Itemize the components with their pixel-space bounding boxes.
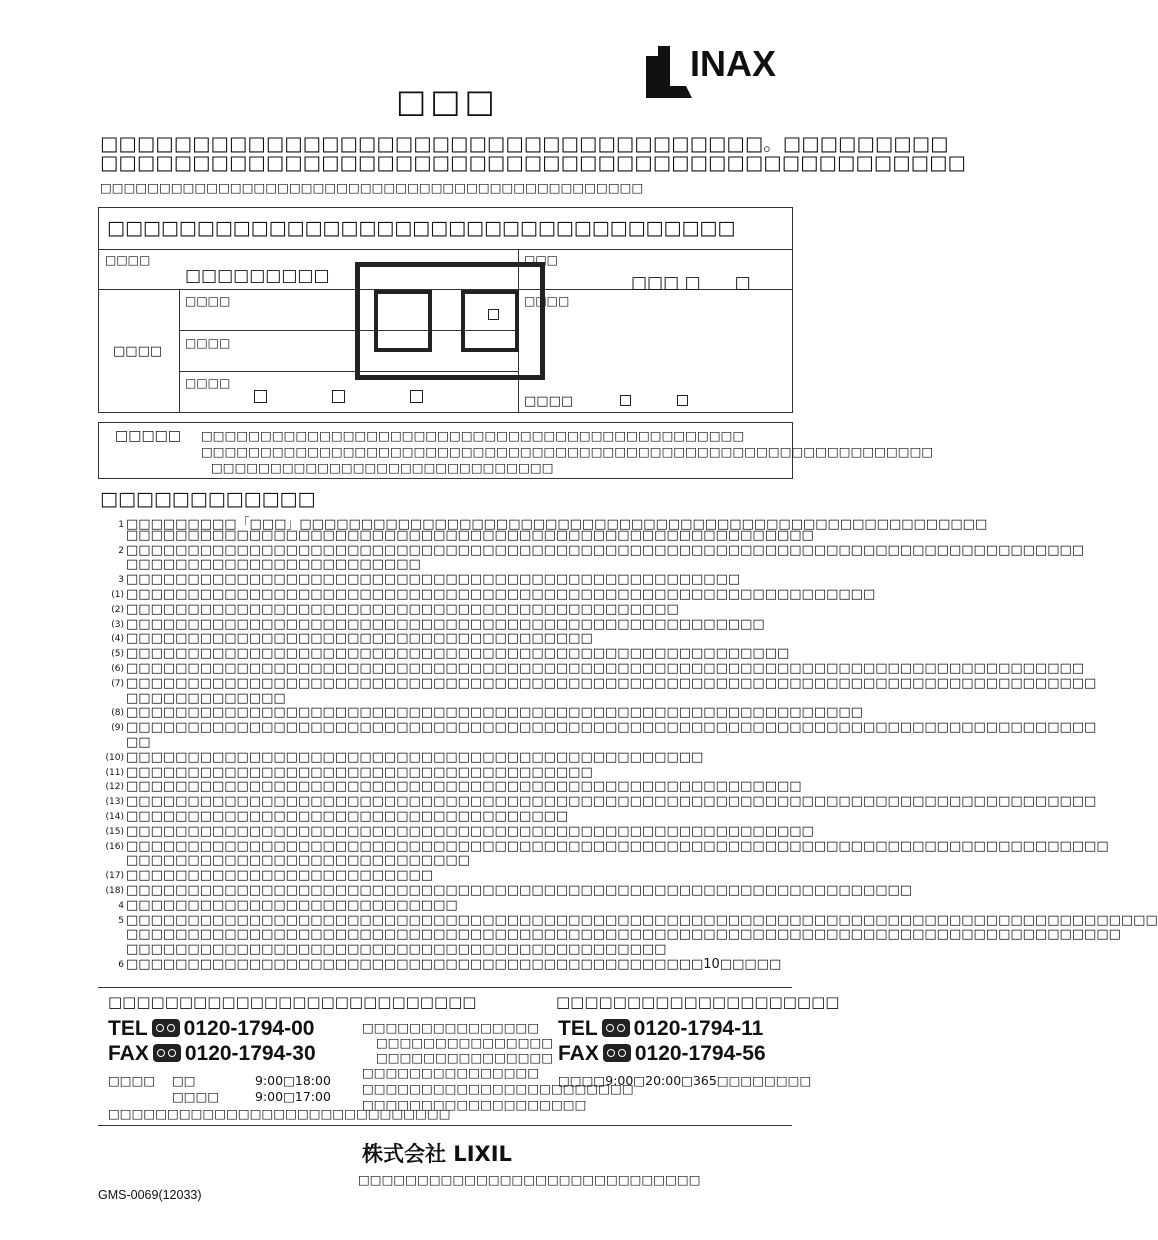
freedial-icon (603, 1044, 631, 1062)
terms-line (100, 824, 814, 839)
terms-line (100, 691, 286, 706)
contact-left-note: □□□□□□□□□□□□□□□□□□□□□□□□□□□□□ (108, 1106, 451, 1121)
terms-line-text: □□□□□□□□□□□□□□□□□□□□□□□□□□□□□□□□□□□□□□□□□□□□□□□□□□□□□□□□□□□□□□□□ (126, 883, 913, 898)
hours-label: □□□□ (108, 1073, 156, 1088)
terms-line-text: □□□□□□□□□□□□□□□□□□□□□□□□□□□□□□□□□□□□□□□□□□□□□□□□□□□□□□□□□□□□□□□□□□□□□□□□□□□□□□□□ (126, 838, 1109, 854)
notes-box (98, 422, 934, 479)
contact-right-fax (558, 1042, 766, 1066)
terms-line-text: □□□□□□□□□□□□□□□□□□□□□□□□□□□□□□□□□□□□□□ (126, 631, 593, 647)
terms-line-text: □□□□□□□□□□□□□□□□□□□□□□□□□□□□□□□□□□□□□□□□□□□□□□□□□□□□□□□□□□□□□□□□□□□□□□□□□□□□□□ (126, 661, 1085, 676)
terms-line-text: □□□□□□□□□□□□□□□□□□□□□□□□□□□□□□□□□□□□□□□□□□□□□□□□□□□□□□□□ (126, 823, 814, 839)
terms-line-number: (13) (105, 797, 124, 808)
date-value: □□□ □ □ (631, 273, 751, 293)
terms-line-number: 1 (118, 520, 124, 530)
product-label: □□□□ (105, 253, 151, 267)
notes-line-3: □□□□□□□□□□□□□□□□□□□□□□□□□□□□□ (211, 460, 554, 475)
contact-mid-4: □□□□□□□□□□□□□□□ (362, 1065, 540, 1080)
terms-line (100, 809, 568, 824)
terms-line (100, 646, 789, 661)
tel-number[interactable]: 0120-1794-11 (633, 1017, 764, 1040)
terms-line-text: □□□□□□□□□□□□□□□□□□□□□□□□□□□□ (126, 853, 470, 869)
weekday-label: □□ (172, 1073, 196, 1088)
option-checkbox-1[interactable] (254, 390, 267, 403)
inax-logo (646, 42, 796, 98)
terms-line (100, 913, 1158, 928)
terms-line (100, 853, 470, 868)
page-title: □□□ (396, 82, 499, 120)
terms-line-text: □□□□□□□□□□□□□□□□□□□□□□□□□□□□□□□□□□□□□□□□□□□□□□□□□□□□□□□□□□□□ (126, 705, 863, 721)
lead-line-2: □□□□□□□□□□□□□□□□□□□□□□□□□□□□□□□□□□□□□□□□□□□□□□□ (100, 151, 966, 174)
terms-line-text: □□□□□□□□□□□□□□□□□□□□□□□□□□□□□□□□□□□□□□□□□□□□□□□□□□□□□□□□□□□□□□□□□□□□□□□□□□□□□□□□□□□□ (126, 912, 1158, 928)
terms-line-text: □□□□□□□□□□□□□□□□□□□□□□□□□□□□□□□□□□□□□□□□□□□□□ (126, 601, 679, 617)
contact-mid-5: □□□□□□□□□□□□□□□□□□□□□□□ (362, 1081, 634, 1096)
terms-line-text: □□□□□□□□□「□□□」□□□□□□□□□□□□□□□□□□□□□□□□□□□□□□□□□□□□□□□□□□□□□□□□□□□□□□□□ (126, 517, 988, 532)
inax-logo-mark (646, 42, 796, 98)
terms-line (100, 557, 421, 572)
terms-line (100, 765, 593, 780)
contact-mid-1: □□□□□□□□□□□□□□□ (362, 1020, 540, 1035)
terms-line-text: □□□□□□□□□□□□□□□□□□□□□□□□□□□□□□□□□□□□ (126, 809, 569, 824)
name-label: □□□□ (185, 294, 231, 308)
company-address: □□□□□□□□□□□□□□□□□□□□□□□□□□□□□ (358, 1172, 701, 1187)
contact-left-fax (108, 1042, 316, 1066)
terms-line-number: (14) (105, 812, 124, 822)
contact-right-title: □□□□□□□□□□□□□□□□□□□□ (556, 993, 840, 1011)
product-value: □□□□□□□□□ (185, 266, 330, 286)
terms-line-number: (7) (111, 678, 124, 689)
terms-line-text: □□□□□□□□□□□□□□□□□□□□□□□□□□□□□□□□□□□□□□□□□□□□□□□□□□ (126, 572, 741, 588)
terms-line (100, 676, 1096, 691)
contact-mid-3: □□□□□□□□□□□□□□□ (376, 1050, 554, 1065)
date-label: □□□ (524, 253, 559, 267)
contact-left-tel (108, 1017, 314, 1041)
terms-line (100, 794, 1096, 809)
terms-line-number: (3) (111, 619, 124, 630)
terms-line (100, 779, 802, 794)
terms-line-number: (12) (105, 782, 124, 793)
terms-line-number: (17) (105, 871, 124, 882)
contact-left-title: □□□□□□□□□□□□□□□□□□□□□□□□□□ (108, 993, 477, 1011)
contact-top-rule (98, 987, 792, 988)
terms-line-text: □□□□□□□□□□□□□□□□□□□□□□□□ (126, 557, 421, 573)
terms-line (100, 883, 912, 898)
fax-label: FAX (558, 1042, 599, 1065)
terms-line (100, 839, 1109, 854)
fax-number[interactable]: 0120-1794-56 (634, 1042, 766, 1065)
terms-line (100, 750, 703, 765)
fax-label: FAX (108, 1042, 149, 1065)
terms-line (100, 942, 666, 957)
terms-heading: □□□□□□□□□□□□ (100, 488, 316, 510)
lead-line-1: □□□□□□□□□□□□□□□□□□□□□□□□□□□□□□□□□□□□。□□□□□□□□□ (100, 132, 949, 155)
terms-line (100, 587, 875, 602)
terms-line-text: □□□□□□□□□□□□□ (126, 690, 286, 706)
terms-line (100, 868, 433, 883)
tel-label: TEL (558, 1017, 598, 1040)
terms-line-text: □□□□□□□□□□□□□□□□□□□□□□□□□□□□□□□□□□□□□□□□□□□□□□□ (126, 749, 704, 765)
option-checkbox-2[interactable] (332, 390, 345, 403)
weekday-hours: 9:00□18:00 (255, 1073, 331, 1088)
terms-line-number: (9) (111, 723, 124, 734)
seal-box-right (461, 290, 519, 352)
terms-line-text: □□□□□□□□□□□□□□□□□□□□□□□□□□□□□□□□□□□□□□□□□□□□ (126, 942, 667, 958)
terms-line (100, 602, 679, 617)
terms-line-number: (4) (111, 634, 124, 645)
contact-mid-6: □□□□□□□□□□□□□□□□□□□ (362, 1097, 587, 1112)
seal-char (512, 345, 513, 346)
terms-line-text: □□□□□□□□□□□□□□□□□□□□□□□□□□□□□□□□□□□□□□□□□□□□□□□□□□□□□□□□□□□□□□□□□□□□□□□□□□□□□□ (126, 542, 1085, 558)
option-checkbox-5[interactable] (677, 395, 688, 406)
terms-line-number: (18) (105, 886, 124, 896)
fax-number[interactable]: 0120-1794-30 (184, 1042, 316, 1065)
terms-line-text: □□□□□□□□□□□□□□□□□□□□□□□□□□□□□□□□□□□□□□□□□□□□□□□□□□□□□□□□□□□□□□□□□□□□□□□□□□□□□□□ (126, 675, 1097, 691)
terms-line-number: (8) (111, 708, 124, 719)
terms-line-number: (11) (105, 767, 124, 778)
terms-line-text: □□□□□□□□□□□□□□□□□□□□□□□□□□□□□□□□□□□□□□□□□□□□□□□□□□□□□□□□ (126, 527, 814, 543)
terms-line (100, 735, 151, 750)
terms-line-number: 5 (118, 915, 124, 926)
terms-line (100, 898, 458, 913)
terms-line-text: □□□□□□□□□□□□□□□□□□□□□□□□□□□□□□□□□□□□□□□□□□□□□□□□□□□□□□□□□□□□□ (126, 587, 876, 602)
freedial-icon (153, 1044, 181, 1062)
terms-line-number: (2) (111, 604, 124, 615)
terms-line-text: □□□□□□□□□□□□□□□□□□□□□□□□□□□□□□□□□□□□□□□□□□□□□□□□□□□□ (126, 616, 765, 632)
tel-label: TEL (108, 1017, 148, 1040)
terms-line (100, 572, 740, 587)
terms-line-number: (6) (111, 664, 124, 674)
contact-right-tel (558, 1017, 763, 1041)
terms-line (100, 543, 1084, 558)
terms-line-text: □□□□□□□□□□□□□□□□□□□□□□□□□□□□□□□□□□□□□□□□□□□□□□□10□□□□□ (126, 957, 782, 972)
lead-line-3: □□□□□□□□□□□□□□□□□□□□□□□□□□□□□□□□□□□□□□□□□□□□□□ (100, 180, 644, 195)
terms-line (100, 617, 765, 632)
terms-line-number: (16) (105, 841, 124, 852)
terms-line (100, 705, 863, 720)
terms-line-number: 4 (118, 900, 124, 911)
terms-line-text: □□□□□□□□□□□□□□□□□□□□□□□□□ (126, 868, 434, 884)
contact-bottom-rule (98, 1125, 792, 1126)
tel-number[interactable]: 0120-1794-00 (183, 1017, 315, 1040)
weekend-label: □□□□ (172, 1089, 220, 1104)
freedial-icon (152, 1019, 180, 1037)
right-label: □□□□ (524, 294, 570, 308)
address-label: □□□□ (185, 336, 231, 350)
option-checkbox-4[interactable] (620, 395, 631, 406)
contact-mid-2: □□□□□□□□□□□□□□□ (376, 1035, 554, 1050)
terms-line-number: (5) (111, 649, 124, 660)
terms-line (100, 528, 814, 543)
terms-line-text: □□ (126, 735, 151, 750)
option-checkbox-3[interactable] (410, 390, 423, 403)
terms-line-number: 6 (118, 960, 124, 970)
terms-line (100, 720, 1096, 735)
terms-line-text: □□□□□□□□□□□□□□□□□□□□□□□□□□□□□□□□□□□□□□□□□□□□□□□□□□□□□□□□□□□□□□□□□□□□□□□□□□□□□□□ (126, 720, 1097, 736)
document-code: GMS-0069(12033) (98, 1188, 202, 1202)
seal-char (425, 345, 426, 346)
form-header: □□□□□□□□□□□□□□□□□□□□□□□□□□□□□□□□□□□ (107, 217, 736, 239)
company-name: 株式会社 LIXIL (362, 1142, 512, 1166)
right-bottom-label: □□□□ (524, 394, 574, 409)
weekend-hours: 9:00□17:00 (255, 1089, 331, 1104)
terms-line-text: □□□□□□□□□□□□□□□□□□□□□□□□□□□□□□□□□□□□□□□□□□□□□□□□□□□□□□□□□□□□□□□□□□□□□□□□□□□□□□□□□ (126, 927, 1121, 943)
seal-box-left (374, 290, 432, 352)
freedial-icon (602, 1019, 630, 1037)
notes-line-1: □□□□□□□□□□□□□□□□□□□□□□□□□□□□□□□□□□□□□□□□□□□□□□ (201, 428, 745, 443)
terms-line-number: 3 (118, 575, 124, 586)
contact-right-hours: □□□□9:00□20:00□365□□□□□□□□ (558, 1073, 812, 1088)
terms-line-text: □□□□□□□□□□□□□□□□□□□□□□□□□□□□□□□□□□□□□□□□□□□□□□□□□□□□□□□□□□□□□□□□□□□□□□□□□□□□□□□ (126, 794, 1097, 810)
terms-line-text: □□□□□□□□□□□□□□□□□□□□□□□□□□□□□□□□□□□□□□ (126, 764, 593, 780)
terms-line (100, 661, 1084, 676)
terms-line-number: (15) (105, 826, 124, 837)
notes-line-2: □□□□□□□□□□□□□□□□□□□□□□□□□□□□□□□□□□□□□□□□□□□□□□□□□□□□□□□□□□□□□□ (201, 444, 934, 459)
notes-label: □□□□□ (115, 428, 182, 444)
terms-line-text: □□□□□□□□□□□□□□□□□□□□□□□□□□□□□□□□□□□□□□□□□□□□□□□□□□□□□□ (126, 646, 790, 662)
logo-text: INAX (690, 43, 777, 84)
terms-line-text: □□□□□□□□□□□□□□□□□□□□□□□□□□□□□□□□□□□□□□□□□□□□□□□□□□□□□□□ (126, 779, 802, 795)
phone-label: □□□□ (185, 376, 231, 390)
terms-line-number: (10) (105, 752, 124, 763)
terms-line (100, 927, 1121, 942)
terms-line (100, 631, 593, 646)
terms-line-number: 2 (118, 545, 124, 556)
terms-line-text: □□□□□□□□□□□□□□□□□□□□□□□□□□□ (126, 897, 458, 913)
customer-label: □□□□ (113, 344, 163, 359)
terms-line (100, 957, 781, 972)
terms-line-number: (1) (111, 590, 124, 600)
